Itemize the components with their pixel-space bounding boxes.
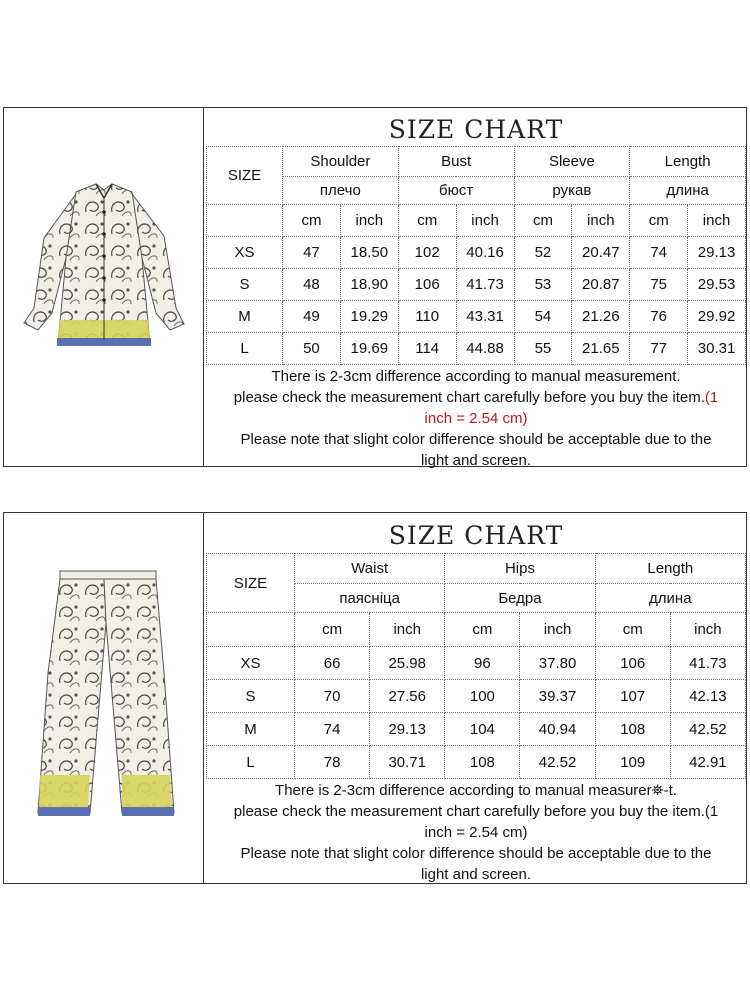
value-cell: 27.56 bbox=[370, 680, 445, 713]
unit-cm: cm bbox=[445, 613, 520, 647]
unit-inch: inch bbox=[688, 205, 746, 237]
sleeve-ru-header: рукав bbox=[514, 177, 630, 205]
chart-title: SIZE CHART bbox=[388, 115, 564, 144]
value-cell: 70 bbox=[295, 680, 370, 713]
value-cell: 30.31 bbox=[688, 333, 746, 365]
value-cell: 21.26 bbox=[572, 301, 630, 333]
empty-cell bbox=[207, 613, 295, 647]
value-cell: 25.98 bbox=[370, 647, 445, 680]
value-cell: 18.50 bbox=[340, 237, 398, 269]
size-cell: M bbox=[207, 713, 295, 746]
value-cell: 47 bbox=[283, 237, 341, 269]
value-cell: 20.87 bbox=[572, 269, 630, 301]
value-cell: 54 bbox=[514, 301, 572, 333]
sleeve-header: Sleeve bbox=[514, 147, 630, 177]
value-cell: 29.13 bbox=[688, 237, 746, 269]
waist-header: Waist bbox=[295, 554, 445, 584]
value-cell: 107 bbox=[595, 680, 670, 713]
size-column-header: SIZE bbox=[207, 147, 283, 205]
bust-header: Bust bbox=[398, 147, 514, 177]
value-cell: 106 bbox=[595, 647, 670, 680]
size-cell: L bbox=[207, 333, 283, 365]
length-ru-header: длина bbox=[630, 177, 746, 205]
note-line: inch = 2.54 cm) bbox=[424, 824, 528, 841]
note-line: Please note that slight color difference should be acceptable due to the bbox=[240, 431, 712, 448]
size-cell: S bbox=[207, 269, 283, 301]
value-cell: 37.80 bbox=[520, 647, 595, 680]
value-cell: 41.73 bbox=[456, 269, 514, 301]
value-cell: 108 bbox=[595, 713, 670, 746]
value-cell: 29.92 bbox=[688, 301, 746, 333]
table-row bbox=[207, 713, 746, 746]
value-cell: 53 bbox=[514, 269, 572, 301]
hips-ru-header: Бедра bbox=[445, 584, 595, 613]
table-row bbox=[207, 647, 746, 680]
value-cell: 106 bbox=[398, 269, 456, 301]
value-cell: 48 bbox=[283, 269, 341, 301]
note-conversion-line: inch = 2.54 cm) bbox=[424, 410, 528, 427]
note-line: light and screen. bbox=[420, 452, 532, 469]
value-cell: 42.52 bbox=[520, 746, 595, 779]
pants-size-table bbox=[206, 553, 746, 779]
value-cell: 104 bbox=[445, 713, 520, 746]
table-row bbox=[207, 333, 746, 365]
value-cell: 74 bbox=[630, 237, 688, 269]
pants-size-chart bbox=[206, 513, 746, 883]
note-line: light and screen. bbox=[420, 866, 532, 883]
value-cell: 49 bbox=[283, 301, 341, 333]
hips-header: Hips bbox=[445, 554, 595, 584]
value-cell: 110 bbox=[398, 301, 456, 333]
unit-cm: cm bbox=[630, 205, 688, 237]
value-cell: 50 bbox=[283, 333, 341, 365]
value-cell: 66 bbox=[295, 647, 370, 680]
value-cell: 44.88 bbox=[456, 333, 514, 365]
note-line bbox=[210, 387, 742, 408]
value-cell: 55 bbox=[514, 333, 572, 365]
unit-cm: cm bbox=[295, 613, 370, 647]
size-cell: S bbox=[207, 680, 295, 713]
unit-cm: cm bbox=[514, 205, 572, 237]
length-header: Length bbox=[595, 554, 745, 584]
unit-inch: inch bbox=[670, 613, 745, 647]
value-cell: 108 bbox=[445, 746, 520, 779]
shoulder-header: Shoulder bbox=[283, 147, 399, 177]
value-cell: 19.69 bbox=[340, 333, 398, 365]
unit-cm: cm bbox=[595, 613, 670, 647]
pants-photo bbox=[4, 513, 204, 883]
unit-inch: inch bbox=[340, 205, 398, 237]
length-header: Length bbox=[630, 147, 746, 177]
shirt-photo bbox=[4, 108, 204, 466]
shirt-size-table bbox=[206, 146, 746, 365]
unit-cm: cm bbox=[398, 205, 456, 237]
value-cell: 40.16 bbox=[456, 237, 514, 269]
unit-inch: inch bbox=[370, 613, 445, 647]
unit-cm: cm bbox=[283, 205, 341, 237]
value-cell: 52 bbox=[514, 237, 572, 269]
shirt-illustration bbox=[4, 108, 204, 466]
measurement-notes bbox=[206, 779, 746, 885]
length-ru-header: длина bbox=[595, 584, 745, 613]
empty-cell bbox=[207, 205, 283, 237]
value-cell: 42.91 bbox=[670, 746, 745, 779]
value-cell: 41.73 bbox=[670, 647, 745, 680]
value-cell: 43.31 bbox=[456, 301, 514, 333]
size-cell: XS bbox=[207, 647, 295, 680]
shoulder-ru-header: плечо bbox=[283, 177, 399, 205]
size-cell: XS bbox=[207, 237, 283, 269]
table-row bbox=[207, 237, 746, 269]
value-cell: 76 bbox=[630, 301, 688, 333]
note-line: There is 2-3cm difference according to manual measurer⛯-t. bbox=[275, 782, 677, 799]
value-cell: 75 bbox=[630, 269, 688, 301]
value-cell: 42.52 bbox=[670, 713, 745, 746]
shirt-size-panel bbox=[3, 107, 747, 467]
table-row bbox=[207, 269, 746, 301]
value-cell: 102 bbox=[398, 237, 456, 269]
table-row bbox=[207, 746, 746, 779]
value-cell: 29.53 bbox=[688, 269, 746, 301]
size-cell: L bbox=[207, 746, 295, 779]
value-cell: 40.94 bbox=[520, 713, 595, 746]
table-row bbox=[207, 680, 746, 713]
value-cell: 19.29 bbox=[340, 301, 398, 333]
size-cell: M bbox=[207, 301, 283, 333]
note-line: please check the measurement chart carefully before you buy the item.(1 bbox=[233, 803, 719, 820]
pants-illustration bbox=[4, 513, 204, 883]
waist-ru-header: паясніца bbox=[295, 584, 445, 613]
value-cell: 77 bbox=[630, 333, 688, 365]
value-cell: 18.90 bbox=[340, 269, 398, 301]
value-cell: 39.37 bbox=[520, 680, 595, 713]
value-cell: 96 bbox=[445, 647, 520, 680]
value-cell: 78 bbox=[295, 746, 370, 779]
size-column-header: SIZE bbox=[207, 554, 295, 613]
value-cell: 42.13 bbox=[670, 680, 745, 713]
note-text: please check the measurement chart carefully before you buy the item. bbox=[233, 389, 705, 406]
chart-title: SIZE CHART bbox=[388, 521, 564, 550]
measurement-notes bbox=[206, 365, 746, 471]
value-cell: 29.13 bbox=[370, 713, 445, 746]
value-cell: 114 bbox=[398, 333, 456, 365]
unit-inch: inch bbox=[572, 205, 630, 237]
value-cell: 100 bbox=[445, 680, 520, 713]
value-cell: 74 bbox=[295, 713, 370, 746]
shirt-size-chart bbox=[206, 108, 746, 469]
bust-ru-header: бюст bbox=[398, 177, 514, 205]
table-row bbox=[207, 301, 746, 333]
value-cell: 21.65 bbox=[572, 333, 630, 365]
note-line: Please note that slight color difference should be acceptable due to the bbox=[240, 845, 712, 862]
value-cell: 20.47 bbox=[572, 237, 630, 269]
value-cell: 30.71 bbox=[370, 746, 445, 779]
unit-inch: inch bbox=[520, 613, 595, 647]
note-line: There is 2-3cm difference according to manual measurement. bbox=[271, 368, 681, 385]
value-cell: 109 bbox=[595, 746, 670, 779]
unit-inch: inch bbox=[456, 205, 514, 237]
note-conversion: (1 bbox=[704, 389, 719, 406]
pants-size-panel bbox=[3, 512, 747, 884]
